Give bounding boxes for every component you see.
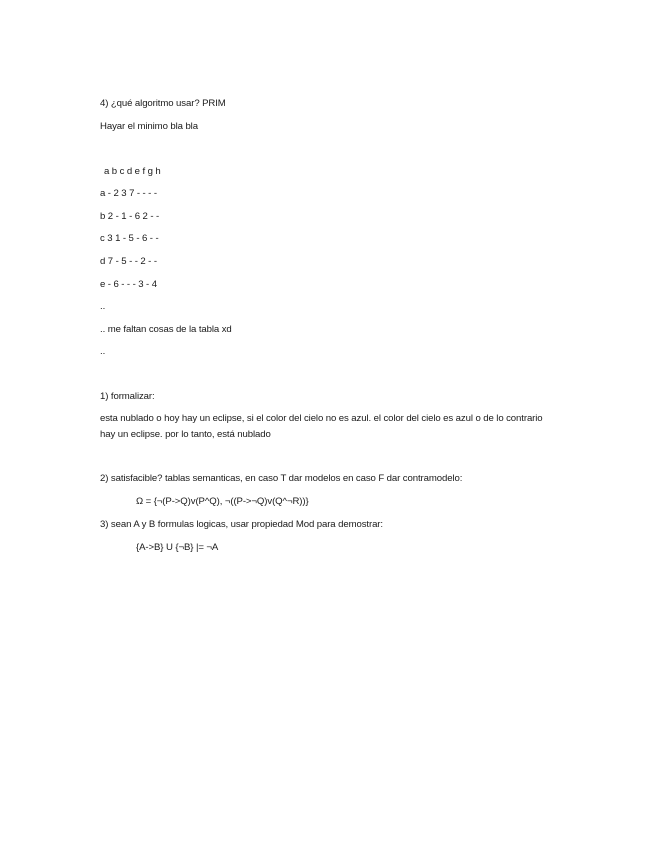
question-4-subtitle: Hayar el minimo bla bla bbox=[100, 121, 198, 132]
question-3-title: 3) sean A y B formulas logicas, usar propiedad Mod para demostrar: bbox=[100, 519, 383, 530]
table-note: .. me faltan cosas de la tabla xd bbox=[100, 324, 232, 335]
question-1-body: esta nublado o hoy hay un eclipse, si el color del cielo no es azul. el color del cielo es azul o de lo contrario hay un eclipse. por lo tanto, está nublado bbox=[100, 413, 543, 440]
table-ellipsis-1: .. bbox=[100, 301, 106, 312]
question-4-title: 4) ¿qué algoritmo usar? PRIM bbox=[100, 98, 226, 109]
question-2-title: 2) satisfacible? tablas semanticas, en caso T dar modelos en caso F dar contramodelo: bbox=[100, 473, 463, 484]
table-row-e: e - 6 - - - 3 - 4 bbox=[100, 279, 157, 290]
question-3-formula: {A->B} U {¬B} |= ¬A bbox=[136, 542, 219, 553]
table-row-d: d 7 - 5 - - 2 - - bbox=[100, 256, 157, 267]
question-2-formula: Ω = {¬(P->Q)v(P^Q), ¬((P->¬Q)v(Q^¬R))} bbox=[136, 496, 309, 507]
table-row-b: b 2 - 1 - 6 2 - - bbox=[100, 211, 160, 222]
table-row-c: c 3 1 - 5 - 6 - - bbox=[100, 233, 159, 244]
table-header: a b c d e f g h bbox=[104, 166, 161, 177]
question-1-title: 1) formalizar: bbox=[100, 391, 155, 402]
table-ellipsis-2: .. bbox=[100, 346, 106, 357]
table-row-a: a - 2 3 7 - - - - bbox=[100, 188, 157, 199]
